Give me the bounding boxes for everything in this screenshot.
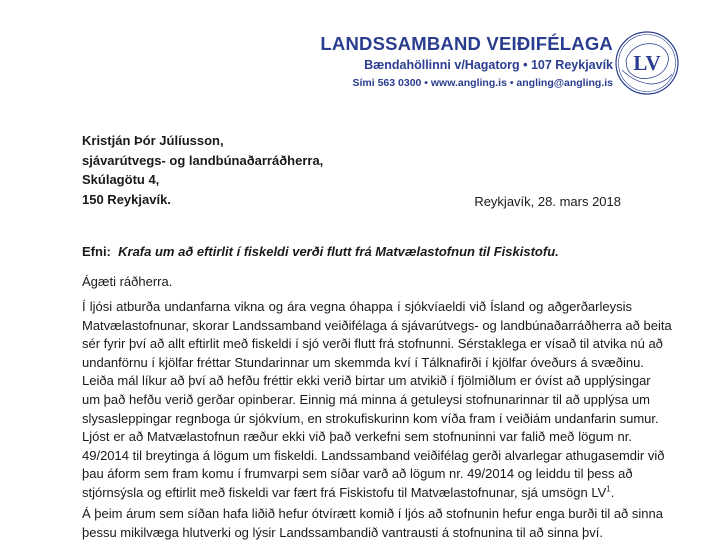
paragraph-line: 49/2014 til breytinga á lögum um fiskeldi. Landssamband veiðifélag gerði alvarlegar athugasemdir við: [82, 447, 665, 463]
paragraph-line: slysasleppingar regnboga úr sjókvíum, en strokufiskurinn kom víða fram í veiðiám undanfarin sumur.: [82, 410, 659, 426]
footnote-marker: 1: [606, 484, 611, 494]
paragraph-line-text: stjórnsýsla og eftirlit með fiskeldi var fært frá Fiskistofu til Matvælastofnunar, sjá umsögn LV: [82, 484, 607, 500]
paragraph-end-period: .: [610, 484, 615, 500]
lv-logo-icon: [614, 30, 680, 96]
organization-name: LANDSSAMBAND VEIÐIFÉLAGA: [320, 33, 613, 54]
subject-text: Krafa um að eftirlit í fiskeldi verði flutt frá Matvælastofnun til Fiskistofu.: [118, 244, 559, 259]
paragraph-1: [82, 298, 672, 428]
paragraph-line: [82, 484, 632, 503]
paragraph-line: þessu mikilvæga hlutverki og lýsir Landssambandið vantrausti á stofnunina til að sinna því.: [82, 524, 603, 540]
letterhead: [320, 33, 613, 90]
paragraph-line: Matvælastofnunar, skorar Landssamband veiðifélaga á sjávarútvegs- og landbúnaðarráðherra að beita: [82, 317, 672, 333]
paragraph-line: Ljóst er að Matvælastofnun ræður ekki við það verkefni sem stofnuninni var falið með lögum nr.: [82, 429, 632, 444]
subject-line: [82, 244, 559, 259]
paragraph-3: [82, 505, 663, 542]
recipient-address: [82, 131, 323, 209]
greeting: Ágæti ráðherra.: [82, 274, 173, 289]
organization-address: Bændahöllinni v/Hagatorg • 107 Reykjavík: [364, 58, 613, 72]
recipient-name: Kristján Þór Júlíusson,: [82, 133, 224, 148]
logo-text: LV: [633, 51, 661, 75]
recipient-city: 150 Reykjavík.: [82, 191, 171, 207]
subject-label: Efni:: [82, 244, 111, 259]
paragraph-line: um það hefðu verið gerðar opinberar. Einnig má minna á getuleysi stofnunarinnar til að upplýsa um: [82, 391, 651, 407]
paragraph-line: Í ljósi atburða undanfarna vikna og ára vegna óhappa í sjókvíaeldi við Ísland og aðgerðarleysis: [82, 299, 632, 314]
recipient-title: sjávarútvegs- og landbúnaðarráðherra,: [82, 152, 324, 168]
paragraph-2: [82, 428, 665, 502]
recipient-street: Skúlagötu 4,: [82, 172, 160, 187]
paragraph-line: Á þeim árum sem síðan hafa liðið hefur ótvírætt komið í ljós að stofnunin hefur enga burði til að sinna: [82, 506, 663, 521]
paragraph-line: undanförnu í kjölfar fréttar Stundarinnar um skemmda kví í Tálknafirði í kjölfar óveðurs á svæðinu.: [82, 354, 644, 370]
letter-date: Reykjavík, 28. mars 2018: [474, 194, 621, 209]
paragraph-line: Leiða mál líkur að því að hefðu fréttir ekki verið birtar um atvikið í fjölmiðlum er óvíst að upplýsingar: [82, 373, 651, 389]
paragraph-line: þau áform sem fram komu í frumvarpi sem síðar varð að lögum nr. 49/2014 og leiddu til þess að: [82, 466, 633, 482]
paragraph-line: sér fyrir því að allt eftirlit með fiskeldi í sjó verði flutt frá stofnunni. Sérstaklega er vísað til atvika nú að: [82, 336, 663, 352]
organization-contact: Sími 563 0300 • www.angling.is • angling@angling.is: [352, 77, 613, 89]
